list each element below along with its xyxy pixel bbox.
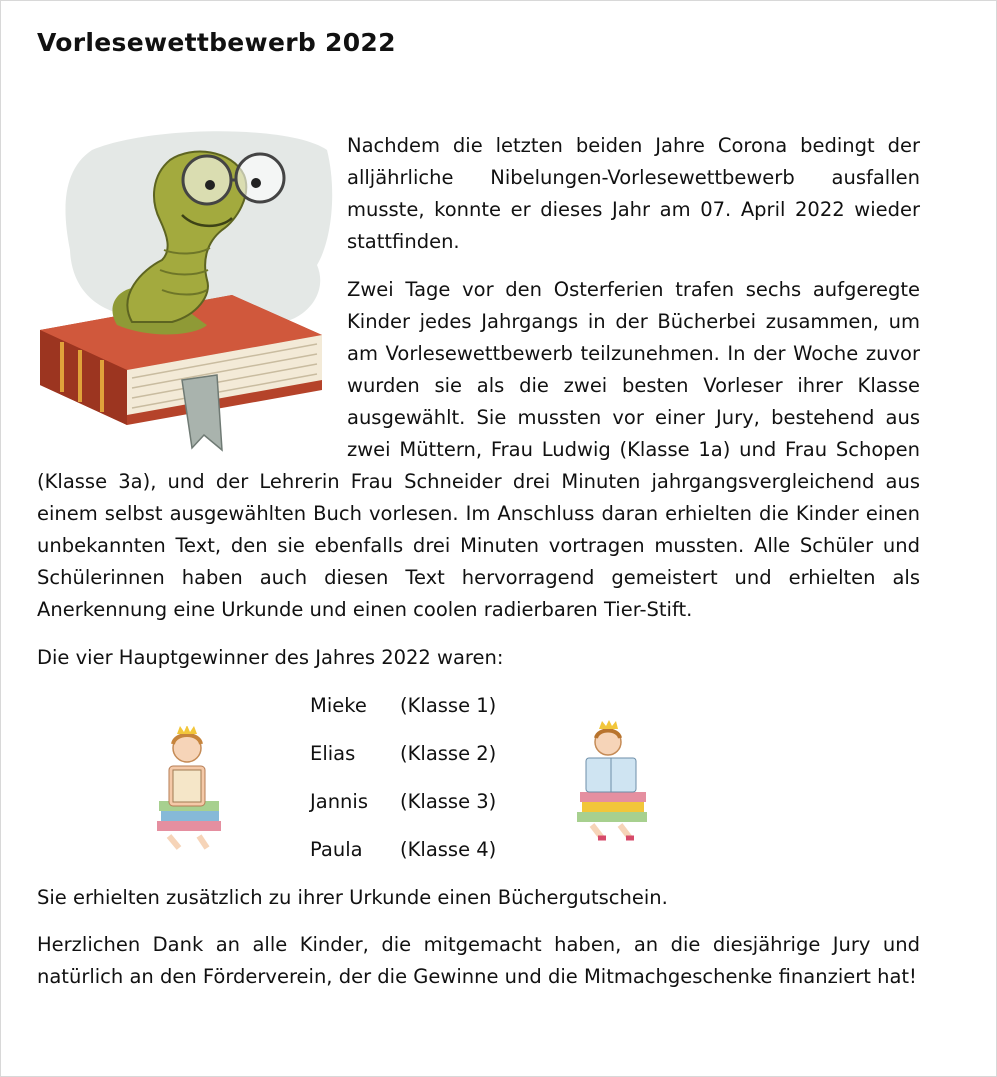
girl-reading-on-books-icon [149, 726, 229, 855]
article-body [37, 130, 920, 690]
winner-class: (Klasse 2) [400, 742, 497, 765]
winner-class: (Klasse 1) [400, 694, 497, 717]
paragraph-details: Zwei Tage vor den Osterferien trafen sechs aufgeregte Kinder jedes Jahrgangs in der Bücherbei zusammen, um am Vorlesewettbewerb teilzunehmen. In der Woche zuvor wurden sie als die zwei besten Vorleser ihrer Klasse ausgewählt. Sie mussten vor einer Jury, bestehend aus zwei Müttern, Frau Ludwig (Klasse 1a) und Frau Schopen (Klasse 3a), und der Lehrerin Frau Schneider drei Minuten jahrgangsvergleichend aus einem selbst ausgewählten Buch vorlesen. Im Anschluss daran erhielten die Kinder einen unbekannten Text, den sie ebenfalls drei Minuten vortragen mussten. Alle Schüler und Schülerinnen haben auch diesen Text hervorragend gemeistert und erhielten als Anerkennung eine Urkunde und einen coolen radierbaren Tier-Stift. [37, 278, 920, 621]
winner-name: Jannis [310, 790, 368, 813]
paragraph-thanks: Herzlichen Dank an alle Kinder, die mitgemacht haben, an die diesjährige Jury und natürlich an den Förderverein, der die Gewinne und die Mitmachgeschenke finanziert hat! [37, 933, 920, 988]
paragraph-intro: Nachdem die letzten beiden Jahre Corona bedingt der alljährliche Nibelungen-Vorlesewettbewerb ausfallen musste, konnte er dieses Jahr am 07. April 2022 wieder stattfinden. [347, 134, 920, 253]
closing-section [37, 882, 920, 1008]
page-title: Vorlesewettbewerb 2022 [37, 28, 396, 57]
winners-section [37, 690, 920, 870]
paragraph-voucher: Sie erhielten zusätzlich zu ihrer Urkunde einen Büchergutschein. [37, 886, 668, 909]
winner-class: (Klasse 4) [400, 838, 497, 861]
winner-class: (Klasse 3) [400, 790, 497, 813]
boy-reading-on-books-icon [572, 720, 657, 849]
winner-name: Elias [310, 742, 356, 765]
winner-row [310, 738, 610, 786]
winner-row [310, 690, 610, 738]
winner-name: Paula [310, 838, 363, 861]
bookworm-on-book-icon [32, 130, 337, 460]
paragraph-winners-intro: Die vier Hauptgewinner des Jahres 2022 waren: [37, 646, 504, 669]
winner-name: Mieke [310, 694, 367, 717]
winner-row [310, 834, 610, 882]
winner-row [310, 786, 610, 834]
winner-list [310, 690, 610, 882]
